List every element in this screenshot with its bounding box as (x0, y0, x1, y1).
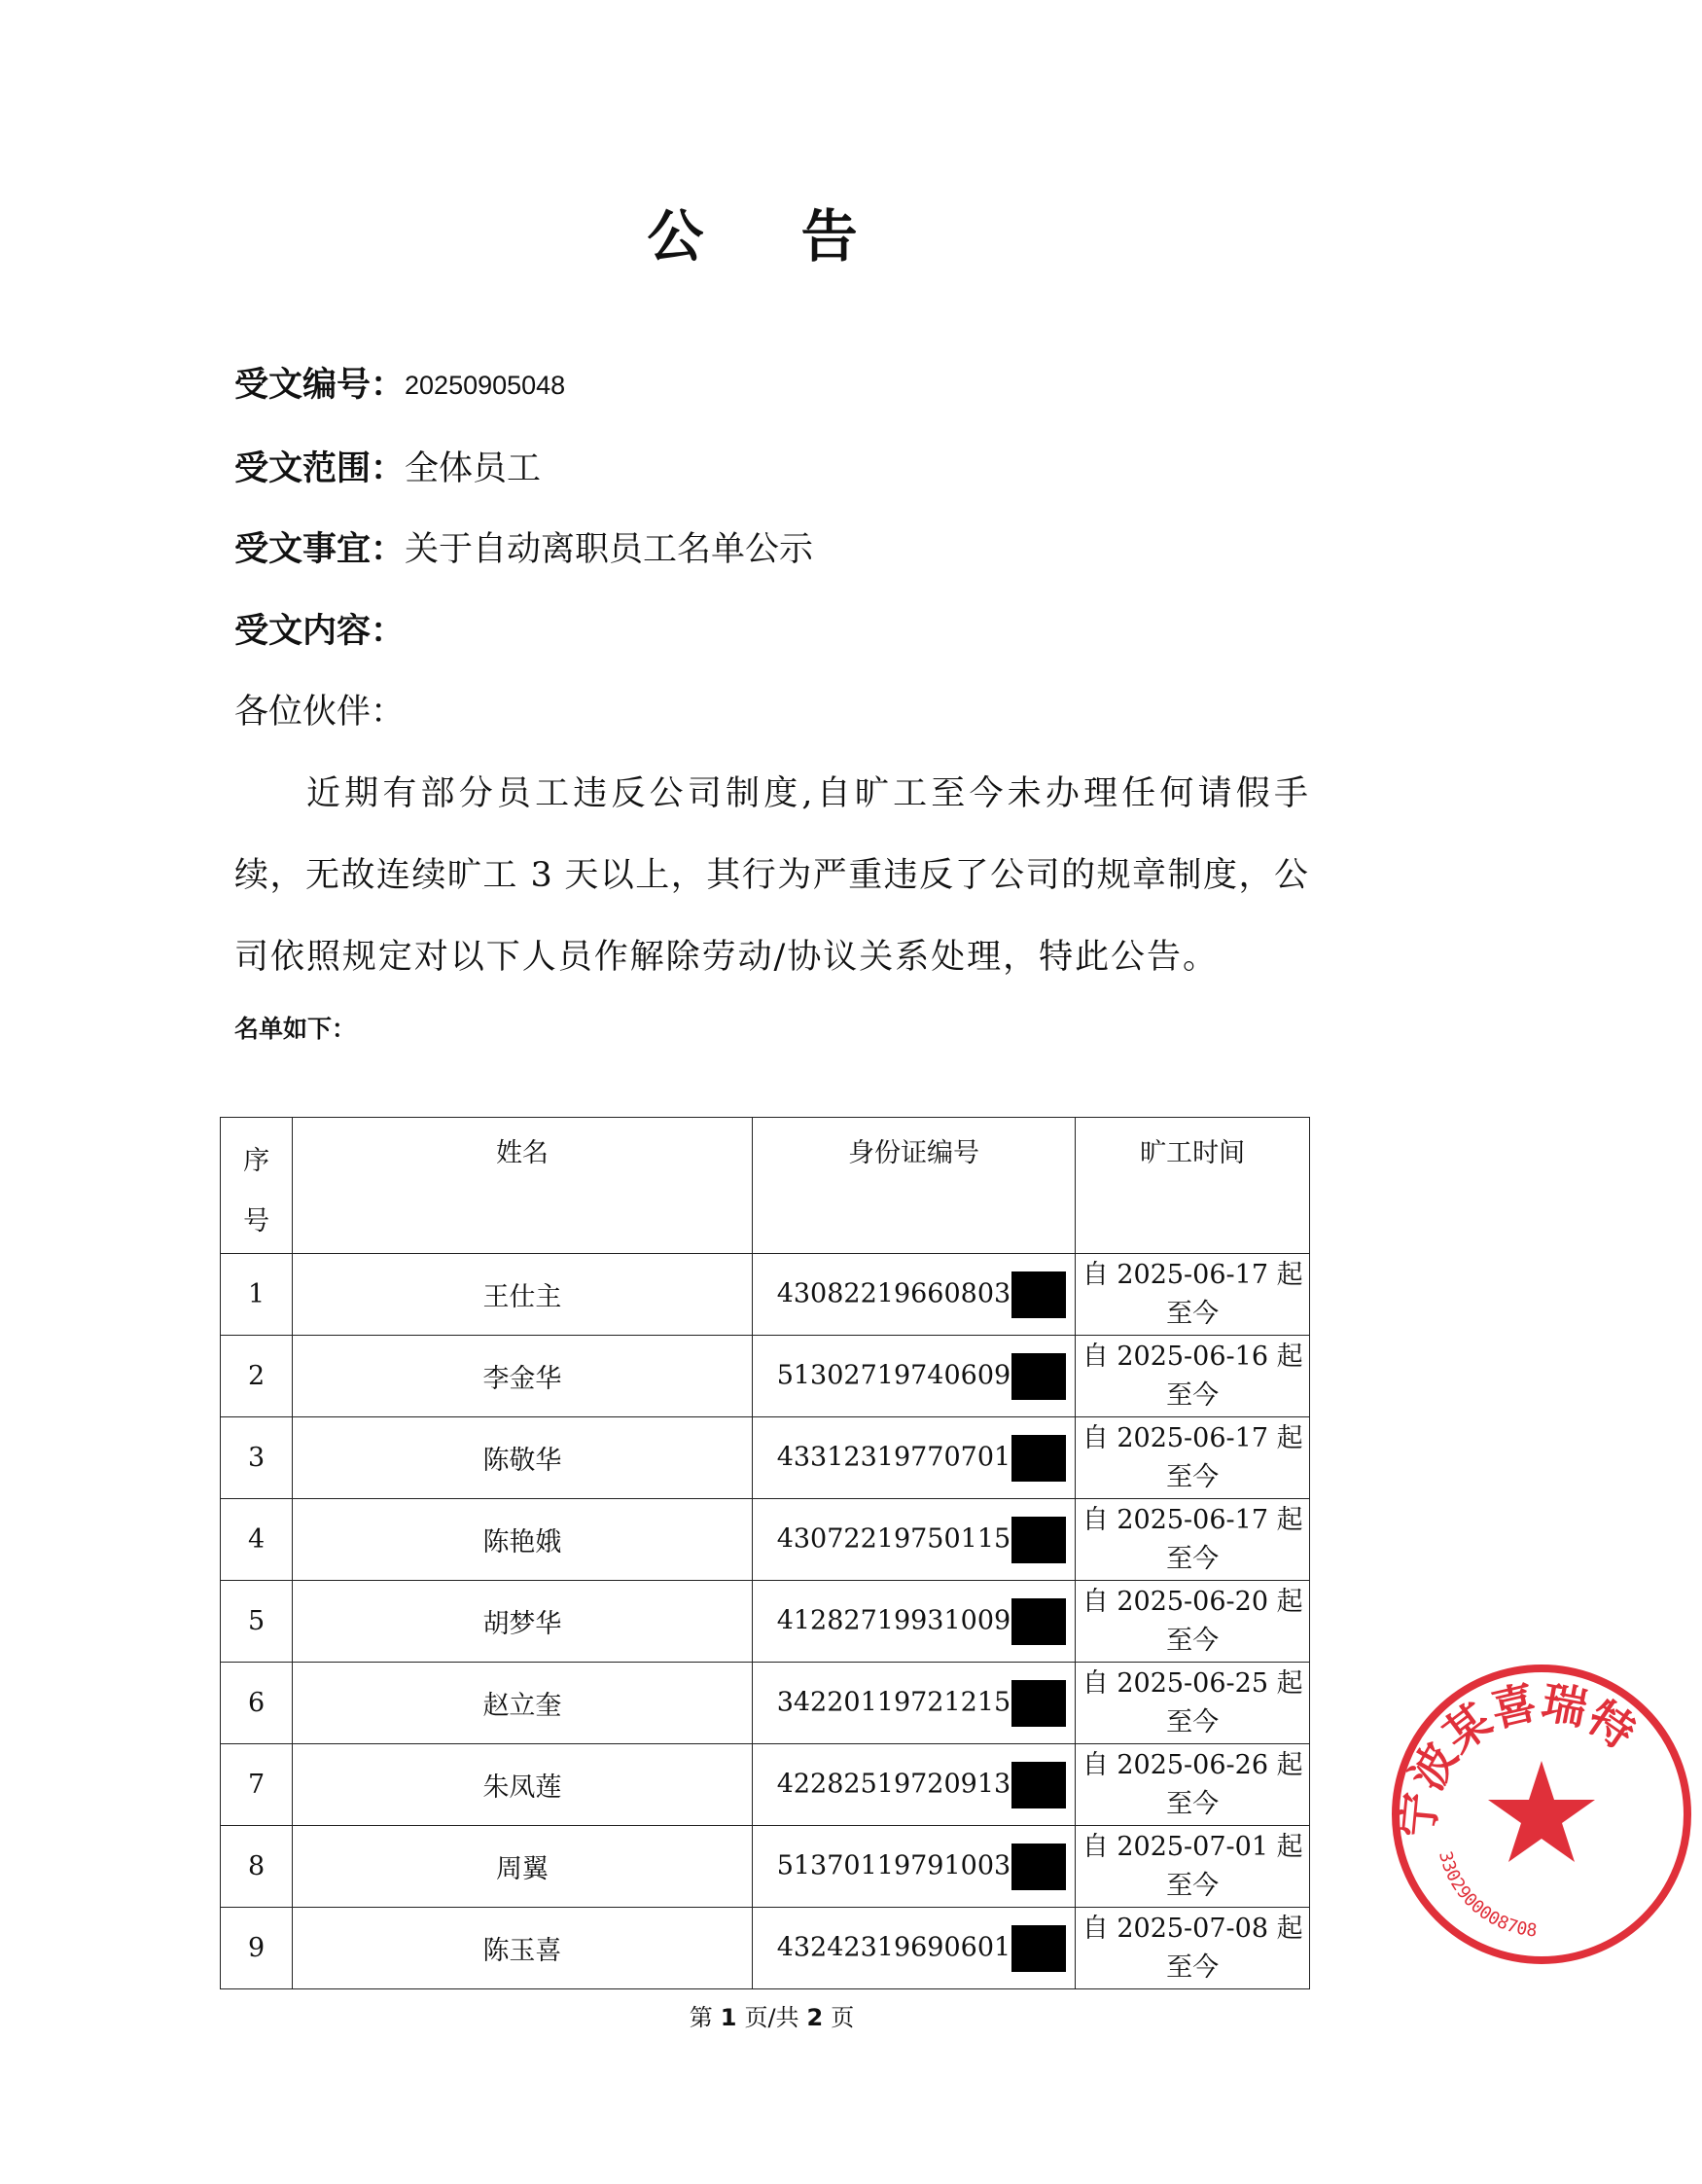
row-time-line1: 自 2025-06-17 起 (1081, 1504, 1303, 1535)
row-time (1076, 1254, 1310, 1336)
row-seq: 4 (221, 1499, 293, 1581)
row-time-line1: 自 2025-06-26 起 (1081, 1749, 1303, 1780)
redaction-block (1011, 1598, 1066, 1645)
row-id-text: 41282719931009 (776, 1605, 1011, 1635)
matter-value: 关于自动离职员工名单公示 (405, 530, 814, 569)
redaction-block (1011, 1435, 1066, 1482)
doc-number-value: 20250905048 (405, 371, 566, 400)
footer-prefix: 第 (689, 2004, 713, 2031)
footer-suffix: 页 (831, 2004, 855, 2031)
row-time-line1: 自 2025-06-16 起 (1081, 1341, 1303, 1372)
doc-number-field (234, 362, 565, 409)
row-name: 陈敬华 (293, 1417, 753, 1499)
header-id: 身份证编号 (752, 1118, 1076, 1254)
row-id (752, 1499, 1076, 1581)
table-row (221, 1417, 1310, 1499)
row-time (1076, 1417, 1310, 1499)
row-time (1076, 1908, 1310, 1989)
body-line-1: 近期有部分员工违反公司制度,自旷工至今未办理任何请假手 (306, 774, 1308, 813)
table-row (221, 1336, 1310, 1417)
row-seq: 5 (221, 1581, 293, 1663)
row-time-line1: 自 2025-07-01 起 (1081, 1831, 1303, 1862)
row-time-line1: 自 2025-06-17 起 (1081, 1259, 1303, 1290)
redaction-block (1011, 1925, 1066, 1972)
row-id (752, 1581, 1076, 1663)
list-heading: 名单如下： (234, 1015, 357, 1043)
table-row (221, 1254, 1310, 1336)
row-time-line2: 至今 (1166, 1625, 1220, 1656)
row-time-line1: 自 2025-06-25 起 (1081, 1667, 1303, 1699)
row-seq: 2 (221, 1336, 293, 1417)
scope-field (234, 446, 541, 492)
row-name: 陈玉喜 (293, 1908, 753, 1989)
seal-number-path: 3302900008708 (1435, 1848, 1539, 1942)
table-row (221, 1499, 1310, 1581)
row-id-text: 43082219660803 (776, 1278, 1011, 1308)
row-id (752, 1663, 1076, 1744)
header-name: 姓名 (293, 1118, 753, 1254)
footer-page: 1 (720, 2004, 737, 2031)
row-time (1076, 1581, 1310, 1663)
row-time (1076, 1744, 1310, 1826)
row-seq: 7 (221, 1744, 293, 1826)
header-seq-line1: 序 (243, 1146, 270, 1176)
row-time-line2: 至今 (1166, 1298, 1220, 1329)
scope-label: 受文范围： (234, 449, 406, 488)
row-time-line2: 至今 (1166, 1706, 1220, 1737)
row-seq: 8 (221, 1826, 293, 1908)
header-time: 旷工时间 (1076, 1118, 1310, 1254)
row-id-text: 43312319770701 (776, 1442, 1011, 1472)
content-field (234, 608, 405, 655)
row-seq: 1 (221, 1254, 293, 1336)
dismissal-table (220, 1117, 1310, 1989)
row-name: 李金华 (293, 1336, 753, 1417)
redaction-block (1011, 1680, 1066, 1727)
redaction-block (1011, 1844, 1066, 1890)
row-time-line2: 至今 (1166, 1543, 1220, 1574)
row-time (1076, 1663, 1310, 1744)
redaction-block (1011, 1271, 1066, 1318)
table-row (221, 1908, 1310, 1989)
row-id-text: 42282519720913 (776, 1769, 1011, 1799)
seal-star-icon (1488, 1761, 1595, 1862)
matter-field (234, 526, 813, 573)
redaction-block (1011, 1762, 1066, 1808)
body-line-3: 司依照规定对以下人员作解除劳动/协议关系处理，特此公告。 (234, 938, 1217, 977)
row-time-line2: 至今 (1166, 1870, 1220, 1901)
row-id (752, 1336, 1076, 1417)
row-name: 王仕主 (293, 1254, 753, 1336)
greeting: 各位伙伴： (234, 693, 406, 732)
footer-total: 2 (806, 2004, 824, 2031)
table-row (221, 1826, 1310, 1908)
doc-number-label: 受文编号： (234, 366, 406, 405)
row-time (1076, 1499, 1310, 1581)
table-row (221, 1581, 1310, 1663)
page-footer (0, 1998, 1543, 2032)
table-row (221, 1744, 1310, 1826)
row-seq: 9 (221, 1908, 293, 1989)
row-id-text: 43072219750115 (776, 1523, 1011, 1554)
row-id (752, 1826, 1076, 1908)
row-id-text: 43242319690601 (776, 1932, 1011, 1962)
row-id-text: 51370119791003 (776, 1850, 1011, 1880)
row-name: 周翼 (293, 1826, 753, 1908)
row-id (752, 1417, 1076, 1499)
scope-value: 全体员工 (405, 449, 542, 488)
row-name: 朱凤莲 (293, 1744, 753, 1826)
content-label: 受文内容： (234, 612, 406, 651)
seal-text-path: 宁波某喜瑞特 (1390, 1675, 1646, 1840)
row-time-line2: 至今 (1166, 1951, 1220, 1983)
row-seq: 3 (221, 1417, 293, 1499)
row-id (752, 1254, 1076, 1336)
row-name: 胡梦华 (293, 1581, 753, 1663)
page-title: 公 告 (647, 203, 897, 269)
matter-label: 受文事宜： (234, 530, 406, 569)
body-line-2: 续，无故连续旷工 3 天以上，其行为严重违反了公司的规章制度，公 (234, 856, 1308, 895)
row-seq: 6 (221, 1663, 293, 1744)
row-time (1076, 1336, 1310, 1417)
row-id (752, 1744, 1076, 1826)
redaction-block (1011, 1517, 1066, 1563)
row-time-line1: 自 2025-07-08 起 (1081, 1913, 1303, 1944)
row-time-line1: 自 2025-06-17 起 (1081, 1422, 1303, 1453)
company-seal (1381, 1654, 1702, 1975)
table-row (221, 1663, 1310, 1744)
header-seq (221, 1118, 293, 1254)
row-time-line2: 至今 (1166, 1379, 1220, 1411)
row-id-text: 34220119721215 (776, 1687, 1011, 1717)
row-name: 赵立奎 (293, 1663, 753, 1744)
row-time-line1: 自 2025-06-20 起 (1081, 1586, 1303, 1617)
footer-middle: 页/共 (744, 2004, 799, 2031)
row-time-line2: 至今 (1166, 1788, 1220, 1819)
table-header-row (221, 1118, 1310, 1254)
redaction-block (1011, 1353, 1066, 1400)
row-time (1076, 1826, 1310, 1908)
row-name: 陈艳娥 (293, 1499, 753, 1581)
row-id-text: 51302719740609 (776, 1360, 1011, 1390)
row-id (752, 1908, 1076, 1989)
row-time-line2: 至今 (1166, 1461, 1220, 1492)
header-seq-line2: 号 (243, 1206, 270, 1236)
